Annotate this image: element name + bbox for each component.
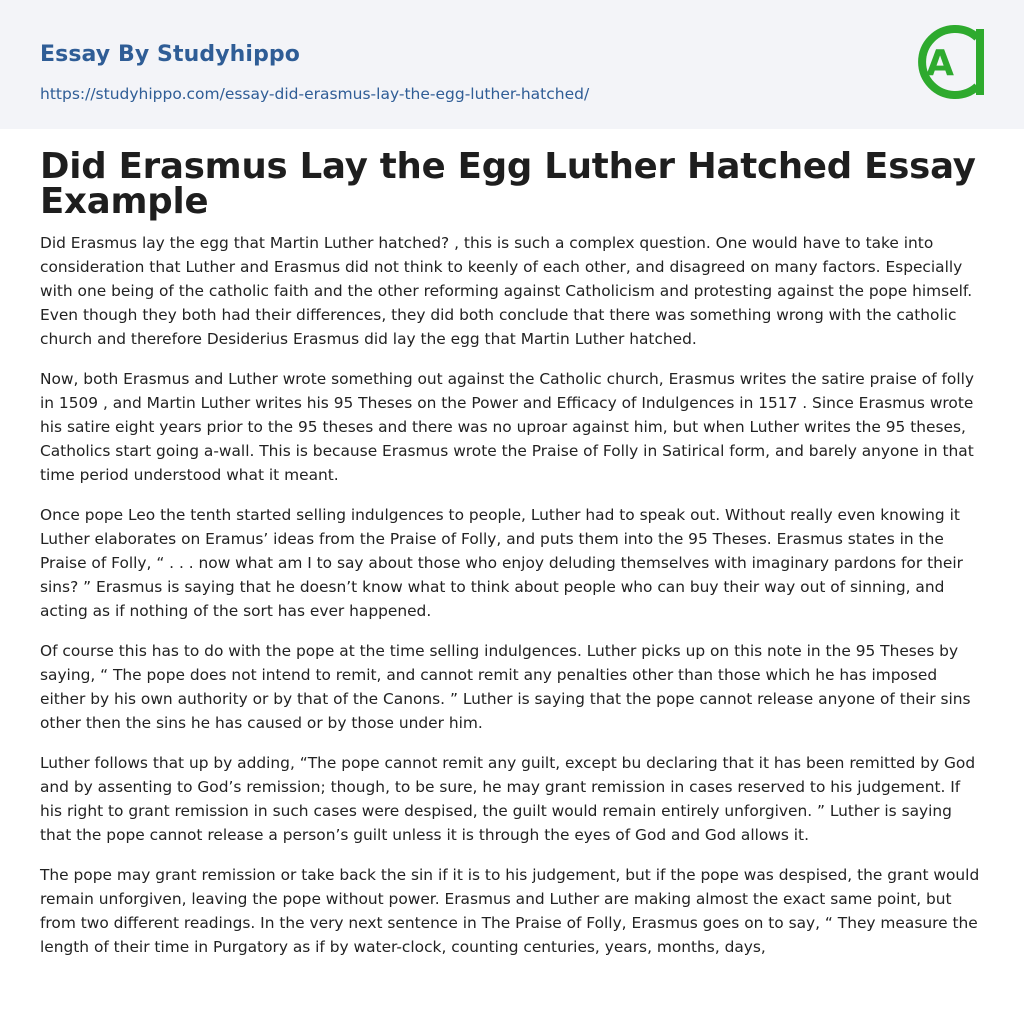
- site-header: [0, 0, 1024, 129]
- paragraph: Did Erasmus lay the egg that Martin Luther hatched? , this is such a complex question. One would have to take into consideration that Luther and Erasmus did not think to keenly of each other, and disagreed on many factors. Especially with one being of the catholic faith and the other reforming against Catholicism and protesting against the pope himself. Even though they both had their differences, they did both conclude that there was something wrong with the catholic church and therefore Desiderius Erasmus did lay the egg that Martin Luther hatched.: [40, 234, 973, 348]
- paragraph: Of course this has to do with the pope at the time selling indulgences. Luther picks up on this note in the 95 Theses by saying, “ The pope does not intend to remit, and cannot remit any penalties other than those which he has imposed either by his own authority or by that of the Canons. ” Luther is saying that the pope cannot release anyone of their sins other then the sins he has caused or by those under him.: [40, 642, 971, 732]
- source-url-link[interactable]: https://studyhippo.com/essay-did-erasmus-lay-the-egg-luther-hatched/: [40, 85, 590, 103]
- logo-a-icon[interactable]: [910, 18, 988, 106]
- page-title: Did Erasmus Lay the Egg Luther Hatched Essay Example: [40, 146, 976, 222]
- paragraph: Luther follows that up by adding, “The pope cannot remit any guilt, except bu declaring that it has been remitted by God and by assenting to God’s remission; though, to be sure, he may grant remission in cases reserved to his judgement. If his right to grant remission in such cases were despised, the guilt would remain entirely unforgiven. ” Luther is saying that the pope cannot release a person’s guilt unless it is through the eyes of God and God allows it.: [40, 754, 976, 844]
- paragraph: Once pope Leo the tenth started selling indulgences to people, Luther had to speak out. Without really even knowing it Luther elaborates on Eramus’ ideas from the Praise of Folly, and puts them into the 95 Theses. Erasmus states in the Praise of Folly, “ . . . now what am I to say about those who enjoy deluding themselves with imaginary pardons for their sins? ” Erasmus is saying that he doesn’t know what to think about people who can buy their way out of sinning, and acting as if nothing of the sort has ever happened.: [40, 506, 963, 620]
- article: [0, 129, 1024, 959]
- logo-letter: A: [926, 43, 954, 84]
- paragraph: The pope may grant remission or take back the sin if it is to his judgement, but if the pope was despised, the grant would remain unforgiven, leaving the pope without power. Erasmus and Luther are making almost the exact same point, but from two different readings. In the very next sentence in The Praise of Folly, Erasmus goes on to say, “ They measure the length of their time in Purgatory as if by water-clock, counting centuries, years, months, days,: [40, 866, 980, 956]
- site-brand[interactable]: Essay By Studyhippo: [40, 42, 300, 67]
- paragraph: Now, both Erasmus and Luther wrote something out against the Catholic church, Erasmus writes the satire praise of folly in 1509 , and Martin Luther writes his 95 Theses on the Power and Efficacy of Indulgences in 1517 . Since Erasmus wrote his satire eight years prior to the 95 theses and there was no uproar against him, but when Luther writes the 95 theses, Catholics start going a-wall. This is because Erasmus wrote the Praise of Folly in Satirical form, and barely anyone in that time period understood what it meant.: [40, 370, 975, 484]
